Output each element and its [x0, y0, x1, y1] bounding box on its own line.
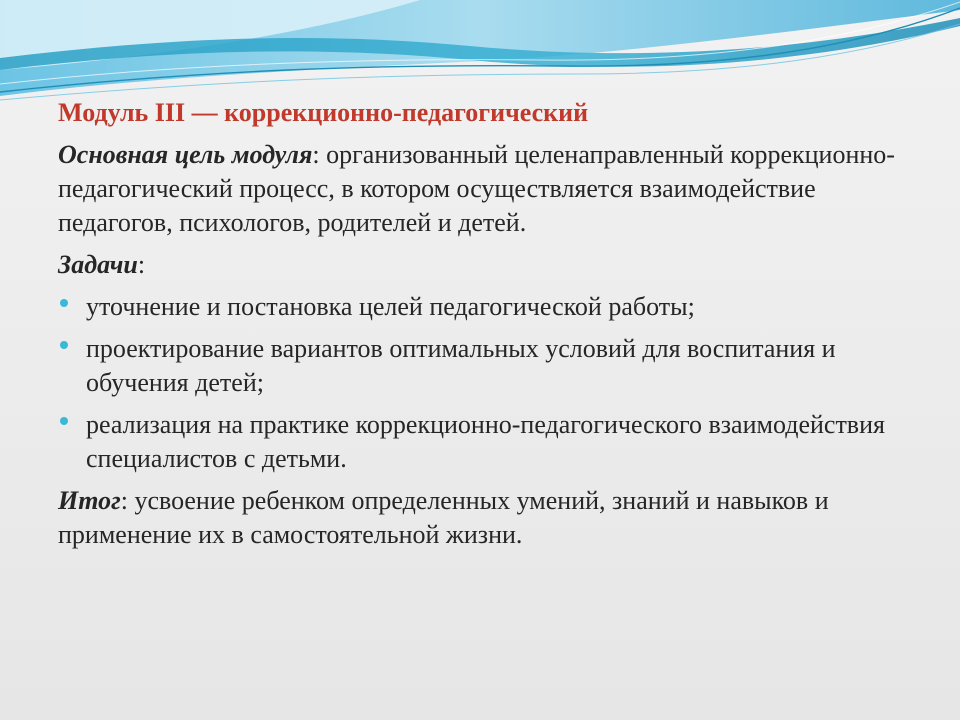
slide-content	[58, 96, 918, 560]
result-label: Итог	[58, 486, 121, 515]
tasks-heading	[58, 248, 918, 282]
task-text: реализация на практике коррекционно-педагогического взаимодействия специалистов с детьми.	[86, 410, 885, 473]
goal-paragraph	[58, 138, 918, 240]
bullet-icon	[60, 417, 68, 425]
task-text: уточнение и постановка целей педагогической работы;	[86, 292, 695, 321]
result-separator: :	[120, 486, 128, 515]
result-paragraph	[58, 484, 918, 552]
goal-text: организованный целенаправленный коррекционно-педагогический процесс, в котором осуществляется взаимодействие педагогов, психологов, родителей и детей.	[58, 140, 895, 237]
task-item	[58, 290, 918, 324]
bullet-icon	[60, 341, 68, 349]
bullet-icon	[60, 299, 68, 307]
tasks-label: Задачи	[58, 250, 138, 279]
tasks-list	[58, 290, 918, 476]
result-text: усвоение ребенком определенных умений, знаний и навыков и применение их в самостоятельной жизни.	[58, 486, 829, 549]
tasks-separator: :	[137, 250, 146, 279]
goal-label: Основная цель модуля	[58, 140, 313, 169]
slide-title: Модуль III — коррекционно-педагогический	[58, 98, 589, 127]
task-item	[58, 332, 918, 400]
goal-separator: :	[312, 140, 320, 169]
task-text: проектирование вариантов оптимальных условий для воспитания и обучения детей;	[86, 334, 836, 397]
task-item	[58, 408, 918, 476]
